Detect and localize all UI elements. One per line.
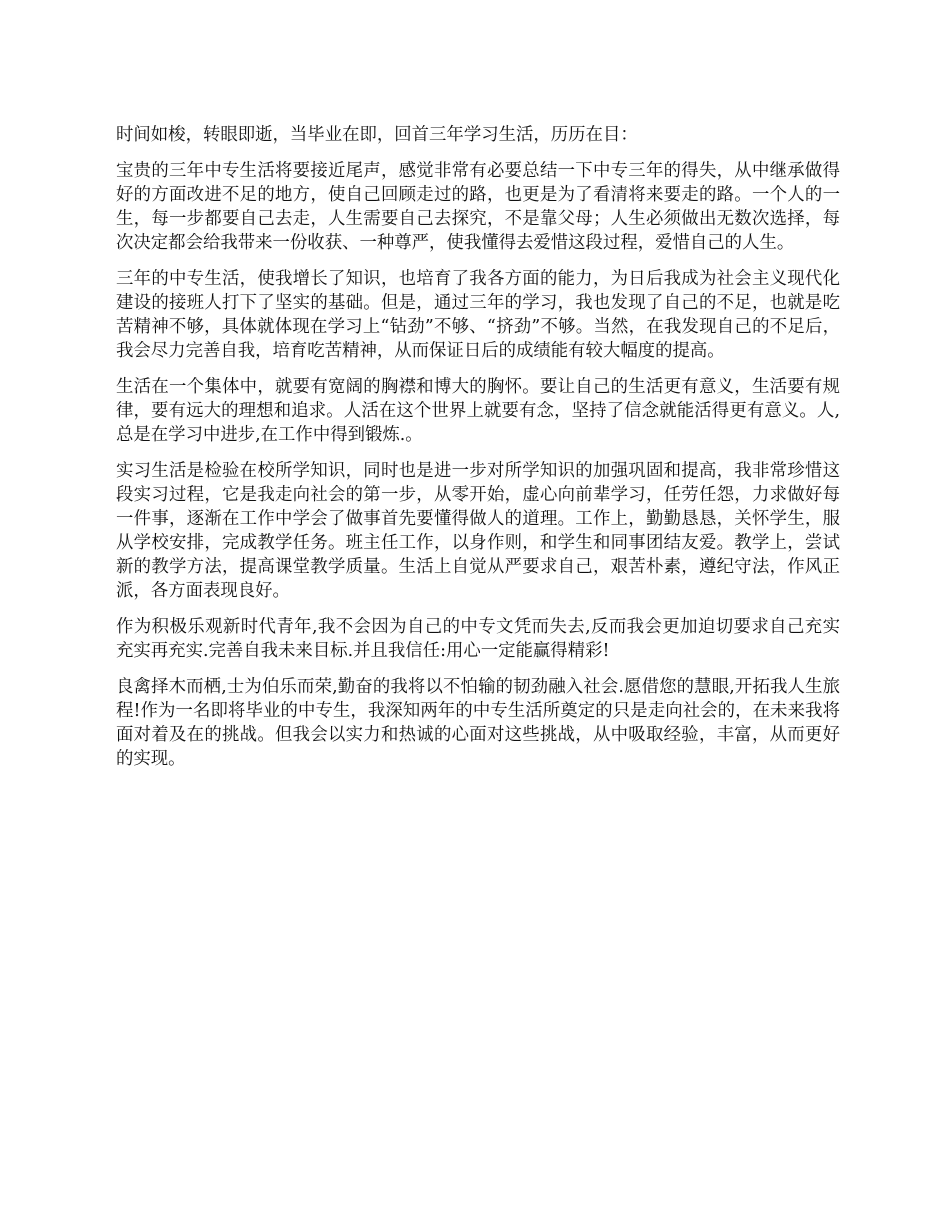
document-body [116, 123, 840, 783]
paragraph-collective-life: 生活在一个集体中，就要有宽阔的胸襟和博大的胸怀。要让自己的生活更有意义，生活要有规律，要有远大的理想和追求。人活在这个世界上就要有念，坚持了信念就能活得更有意义。人,总是在学习中进步,在工作中得到锻炼.。 [116, 377, 840, 445]
paragraph-internship: 实习生活是检验在校所学知识，同时也是进一步对所学知识的加强巩固和提高，我非常珍惜这段实习过程，它是我走向社会的第一步，从零开始，虚心向前辈学习，任劳任怨，力求做好每一件事，逐渐在工作中学会了做事首先要懂得做人的道理。工作上，勤勤恳恳，关怀学生，服从学校安排，完成教学任务。班主任工作，以身作则，和学生和同事团结友爱。教学上，尝试新的教学方法，提高课堂教学质量。生活上自觉从严要求自己，艰苦朴素，遵纪守法，作风正派，各方面表现良好。 [116, 461, 840, 601]
paragraph-optimism: 作为积极乐观新时代青年,我不会因为自己的中专文凭而失去,反而我会更加迫切要求自己充实充实再充实.完善自我未来目标.并且我信任:用心一定能赢得精彩! [116, 617, 840, 661]
paragraph-three-years: 宝贵的三年中专生活将要接近尾声，感觉非常有必要总结一下中专三年的得失，从中继承做得好的方面改进不足的地方，使自己回顾走过的路，也更是为了看清将来要走的路。一个人的一生，每一步都要自己去走，人生需要自己去探究，不是靠父母；人生必须做出无数次选择，每次决定都会给我带来一份收获、一种尊严，使我懂得去爱惜这段过程，爱惜自己的人生。 [116, 161, 840, 253]
paragraph-closing: 良禽择木而栖,士为伯乐而荣,勤奋的我将以不怕输的韧劲融入社会.愿借您的慧眼,开拓我人生旅程!作为一名即将毕业的中专生，我深知两年的中专生活所奠定的只是走向社会的，在未来我将面对着及在的挑战。但我会以实力和热诚的心面对这些挑战，从中吸取经验，丰富，从而更好的实现。 [116, 677, 840, 769]
paragraph-knowledge-growth: 三年的中专生活，使我增长了知识，也培育了我各方面的能力，为日后我成为社会主义现代化建设的接班人打下了坚实的基础。但是，通过三年的学习，我也发现了自己的不足，也就是吃苦精神不够，具体就体现在学习上“钻劲”不够、“挤劲”不够。当然，在我发现自己的不足后，我会尽力完善自我，培育吃苦精神，从而保证日后的成绩能有较大幅度的提高。 [116, 269, 840, 361]
paragraph-intro: 时间如梭，转眼即逝，当毕业在即，回首三年学习生活，历历在目： [116, 125, 638, 145]
